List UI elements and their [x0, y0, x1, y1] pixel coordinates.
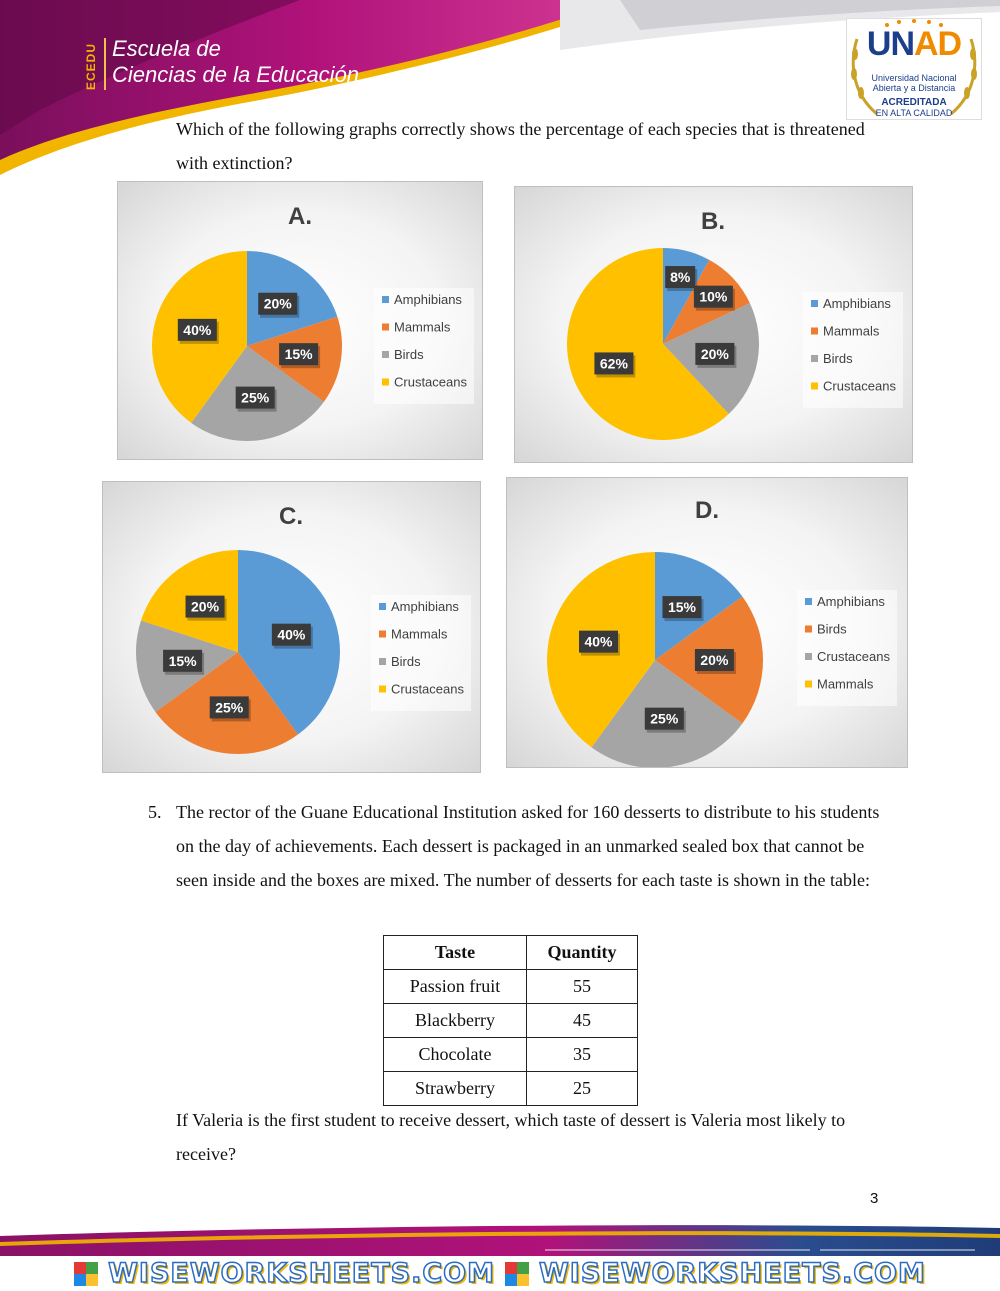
data-label: 40%: [183, 321, 212, 338]
data-label: 20%: [700, 652, 729, 668]
logo-subtitle-line1: Universidad Nacional: [871, 73, 957, 83]
ecedu-label: ECEDU: [84, 42, 98, 90]
legend-swatch: [382, 324, 389, 331]
header-divider: [104, 38, 106, 90]
watermark-text: WISEWORKSHEETS.COM: [108, 1258, 495, 1289]
wise-logo-icon: [505, 1262, 529, 1286]
data-label: 25%: [215, 699, 244, 716]
legend-swatch: [811, 328, 818, 335]
chart-panel-b: [514, 186, 913, 463]
logo-title-ad: AD: [914, 25, 962, 63]
legend-swatch: [805, 626, 812, 633]
data-label: 20%: [263, 295, 292, 312]
legend-label: Birds: [391, 654, 421, 669]
legend-label: Amphibians: [817, 594, 885, 609]
legend-swatch: [382, 296, 389, 303]
table-header: Quantity: [527, 936, 638, 970]
legend-swatch: [379, 686, 386, 693]
question-followup: If Valeria is the first student to receive dessert, which taste of dessert is Valeria most likely to receive?: [176, 1110, 846, 1164]
legend-swatch: [379, 658, 386, 665]
data-label: 62%: [599, 355, 628, 372]
logo-title-u: U: [866, 25, 891, 63]
unad-logo: [846, 18, 982, 120]
chart-title-d: D.: [695, 497, 719, 524]
legend-swatch: [382, 379, 389, 386]
table-cell: Blackberry: [384, 1004, 527, 1038]
logo-title: [847, 25, 981, 64]
logo-title-n: N: [890, 25, 914, 63]
legend-label: Birds: [817, 621, 847, 637]
question-text: The rector of the Guane Educational Institution asked for 160 desserts to distribute to his students on the day of achievements. Each dessert is packaged in an unmarked sealed box that cannot be seen inside and the boxes are mixed. The number of desserts for each taste is shown in the table:: [176, 802, 880, 890]
data-label: 25%: [650, 710, 679, 727]
chart-title-a: A.: [288, 203, 312, 230]
wise-logo-tile: [86, 1274, 98, 1286]
data-label: 8%: [670, 269, 691, 286]
legend-label: Mammals: [391, 626, 448, 642]
legend-label: Crustaceans: [823, 378, 896, 394]
data-label: 25%: [241, 389, 270, 406]
legend-swatch: [811, 300, 818, 307]
data-label: 10%: [699, 288, 728, 305]
pie-chart-b: [515, 187, 912, 462]
table-cell: Strawberry: [384, 1072, 527, 1106]
page-number: 3: [870, 1190, 879, 1207]
dessert-table: [383, 935, 638, 1106]
table-cell: 45: [527, 1004, 638, 1038]
wise-logo-tile: [74, 1262, 86, 1274]
question-number: 5.: [148, 802, 162, 822]
pie-chart-d: [507, 478, 907, 767]
data-label: 40%: [584, 633, 613, 650]
table-row: [384, 1038, 638, 1072]
watermark-strip: [0, 1256, 1000, 1291]
legend-swatch: [382, 351, 389, 358]
table-row: [384, 970, 638, 1004]
legend-swatch: [805, 598, 812, 605]
question-intro: Which of the following graphs correctly shows the percentage of each species that is threatened with extinction?: [176, 119, 865, 173]
chart-panel-a: [117, 181, 483, 460]
data-label: 15%: [168, 652, 197, 669]
table-cell: 25: [527, 1072, 638, 1106]
school-name-line2: Ciencias de la Educación: [112, 62, 360, 87]
legend-label: Amphibians: [823, 296, 891, 311]
table-row: [384, 1004, 638, 1038]
legend-label: Amphibians: [394, 292, 462, 307]
wise-logo-tile: [86, 1262, 98, 1274]
table-row: [384, 1072, 638, 1106]
wise-logo-tile: [505, 1274, 517, 1286]
pie-chart-a: [118, 182, 482, 459]
data-label: 15%: [284, 346, 313, 363]
legend-label: Mammals: [394, 319, 451, 335]
data-label: 20%: [700, 345, 729, 362]
table-header: Taste: [384, 936, 527, 970]
chart-title-c: C.: [279, 503, 303, 530]
data-label: 40%: [277, 626, 306, 643]
school-name: [112, 36, 359, 88]
watermark-text: WISEWORKSHEETS.COM: [539, 1258, 926, 1289]
wise-logo-tile: [517, 1262, 529, 1274]
legend-label: Mammals: [817, 676, 874, 692]
legend-label: Birds: [823, 351, 853, 366]
legend-swatch: [811, 383, 818, 390]
legend-label: Amphibians: [391, 599, 459, 614]
legend-swatch: [379, 631, 386, 638]
legend-label: Mammals: [823, 323, 880, 339]
chart-title-b: B.: [701, 208, 725, 235]
legend-label: Crustaceans: [394, 374, 467, 390]
wise-logo-tile: [517, 1274, 529, 1286]
legend-label: Crustaceans: [817, 649, 890, 664]
table-header-row: [384, 936, 638, 970]
footer-banner: [0, 1218, 1000, 1258]
chart-panel-c: [102, 481, 481, 773]
logo-accredited: ACREDITADA: [881, 97, 947, 108]
logo-subtitle: [847, 73, 981, 93]
data-label: 20%: [191, 598, 220, 615]
wise-logo-icon: [74, 1262, 98, 1286]
table-cell: Passion fruit: [384, 970, 527, 1004]
table-cell: 35: [527, 1038, 638, 1072]
logo-subtitle-line2: Abierta y a Distancia: [872, 83, 956, 93]
legend-swatch: [805, 653, 812, 660]
school-name-line1: Escuela de: [112, 36, 221, 61]
legend-swatch: [379, 603, 386, 610]
chart-panel-d: [506, 477, 908, 768]
data-label: 15%: [667, 599, 696, 616]
table-cell: 55: [527, 970, 638, 1004]
legend-swatch: [805, 681, 812, 688]
legend-label: Crustaceans: [391, 681, 464, 697]
legend-label: Birds: [394, 347, 424, 362]
wise-logo-tile: [74, 1274, 86, 1286]
pie-chart-c: [103, 482, 480, 772]
table-cell: Chocolate: [384, 1038, 527, 1072]
logo-accredited-sub: EN ALTA CALIDAD: [875, 108, 953, 118]
legend-swatch: [811, 355, 818, 362]
wise-logo-tile: [505, 1262, 517, 1274]
